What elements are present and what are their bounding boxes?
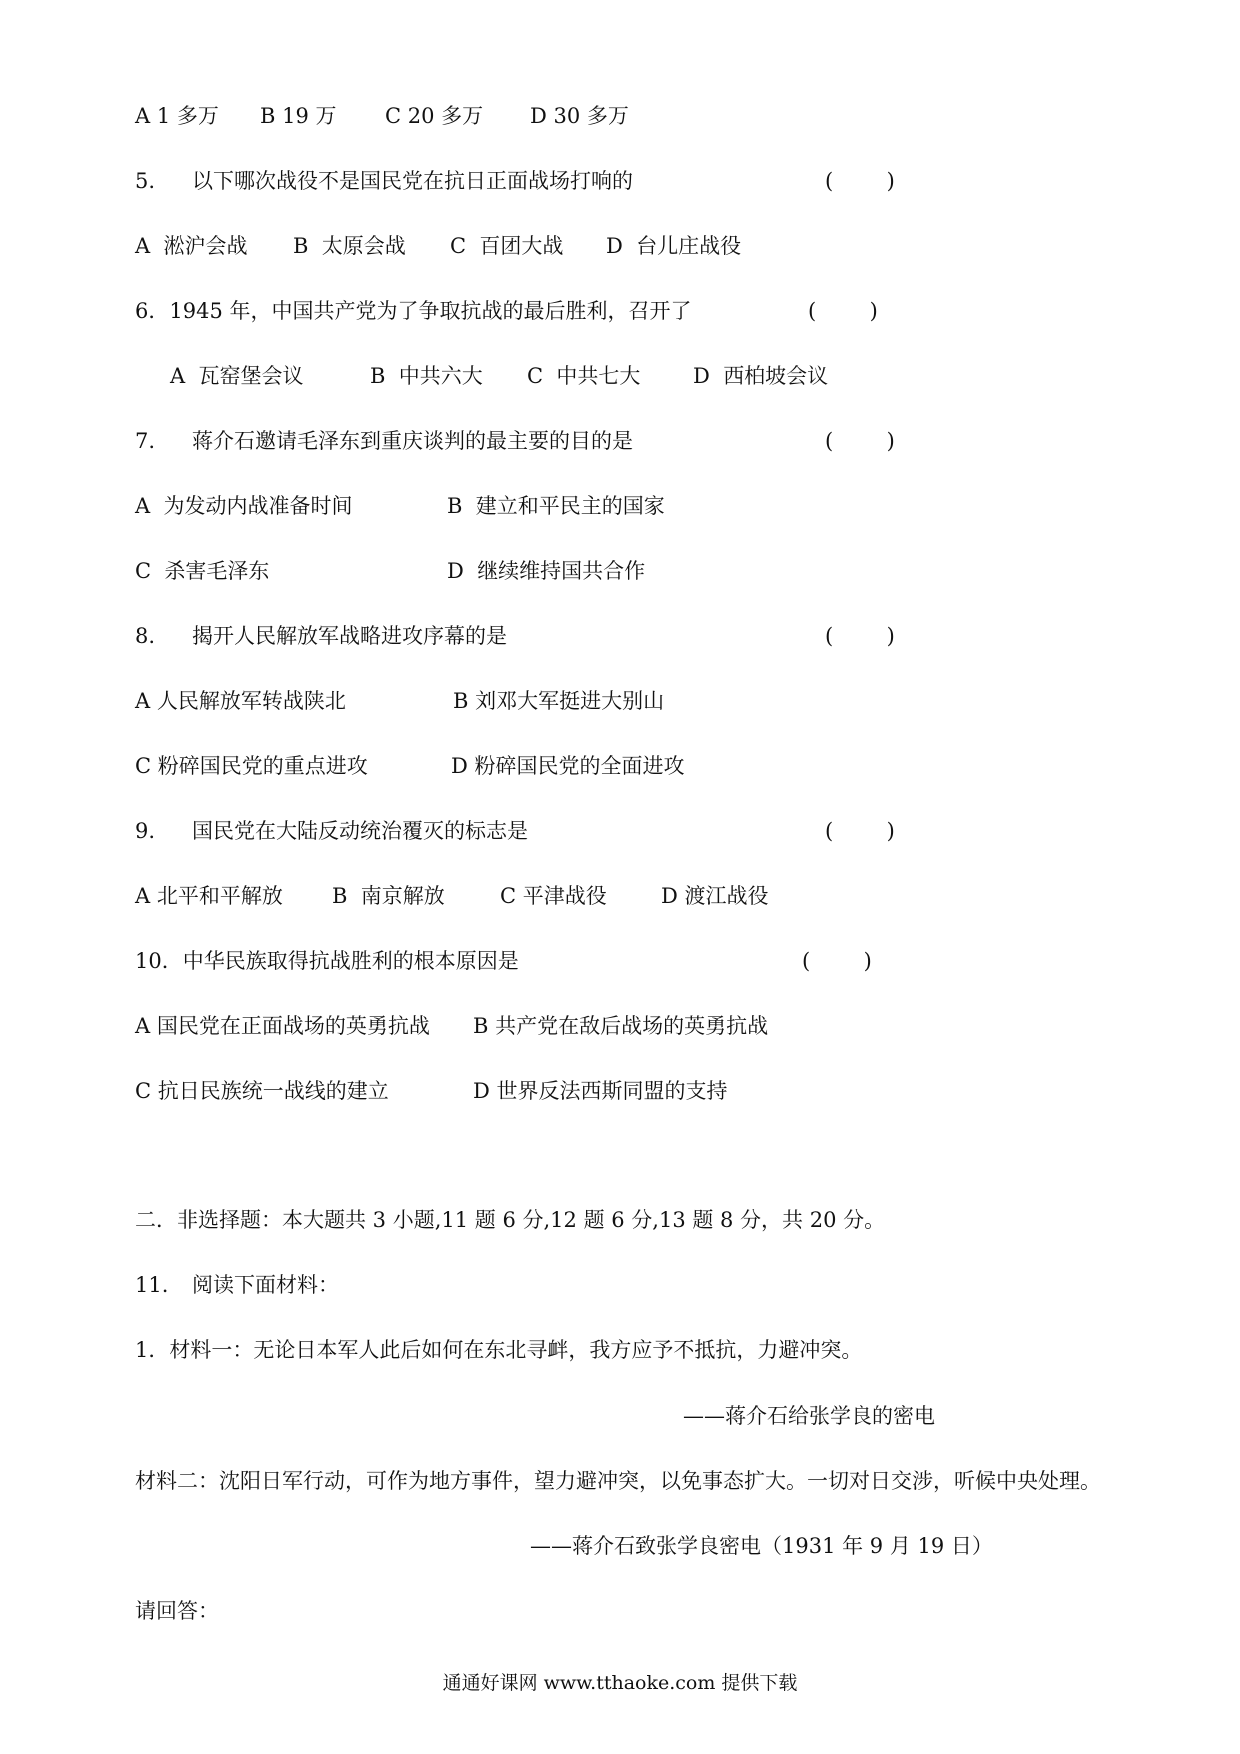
q11-instruction: 阅读下面材料： (192, 1273, 339, 1297)
q9-option-d: D 渡江战役 (661, 884, 769, 908)
q9-number: 9. (135, 819, 156, 843)
q5-number: 5. (135, 169, 156, 193)
q9-option-a: A 北平和平解放 (135, 884, 283, 908)
q8-answer-blank: ( ) (825, 624, 895, 648)
q6-stem: 6．1945 年，中国共产党为了争取抗战的最后胜利，召开了 (135, 299, 692, 323)
q10-answer-blank: ( ) (802, 949, 872, 973)
q4-option-b: B 19 万 (260, 104, 337, 128)
q8-stem: 揭开人民解放军战略进攻序幕的是 (192, 624, 507, 648)
q5-answer-blank: ( ) (825, 169, 895, 193)
q8-number: 8. (135, 624, 156, 648)
q5-stem: 以下哪次战役不是国民党在抗日正面战场打响的 (192, 169, 633, 193)
q9-answer-blank: ( ) (825, 819, 895, 843)
q5-option-d: D 台儿庄战役 (606, 234, 742, 258)
q4-option-a: A 1 多万 (135, 104, 219, 128)
q6-option-d: D 西柏坡会议 (693, 364, 829, 388)
q7-stem: 蒋介石邀请毛泽东到重庆谈判的最主要的目的是 (192, 429, 633, 453)
q9-stem: 国民党在大陆反动统治覆灭的标志是 (192, 819, 528, 843)
q7-answer-blank: ( ) (825, 429, 895, 453)
q5-option-c: C 百团大战 (450, 234, 564, 258)
material-2-source: ——蒋介石致张学良密电（1931 年 9 月 19 日） (530, 1534, 993, 1558)
q4-option-c: C 20 多万 (385, 104, 484, 128)
q8-option-b: B 刘邓大军挺进大别山 (453, 689, 665, 713)
material-1-source: ——蒋介石给张学良的密电 (683, 1404, 935, 1428)
material-1: 1．材料一：无论日本军人此后如何在东北寻衅，我方应予不抵抗，力避冲突。 (135, 1338, 863, 1362)
material-2: 材料二：沈阳日军行动，可作为地方事件，望力避冲突，以免事态扩大。一切对日交涉，听候中央处理。 (135, 1469, 1101, 1493)
q8-option-a: A 人民解放军转战陕北 (135, 689, 346, 713)
page-footer: 通通好课网 www.tthaoke.com 提供下载 (442, 1672, 798, 1694)
q10-option-a: A 国民党在正面战场的英勇抗战 (135, 1014, 430, 1038)
q11-number: 11. (135, 1273, 169, 1297)
answer-prompt: 请回答： (135, 1599, 219, 1623)
q10-option-d: D 世界反法西斯同盟的支持 (473, 1079, 728, 1103)
q7-number: 7. (135, 429, 156, 453)
q6-answer-blank: ( ) (808, 299, 878, 323)
q6-option-c: C 中共七大 (527, 364, 641, 388)
q5-option-b: B 太原会战 (293, 234, 406, 258)
q9-option-c: C 平津战役 (500, 884, 607, 908)
q7-option-d: D 继续维持国共合作 (447, 559, 646, 583)
q8-option-d: D 粉碎国民党的全面进攻 (451, 754, 685, 778)
q10-option-c: C 抗日民族统一战线的建立 (135, 1079, 389, 1103)
q9-option-b: B 南京解放 (332, 884, 445, 908)
q8-option-c: C 粉碎国民党的重点进攻 (135, 754, 368, 778)
q7-option-c: C 杀害毛泽东 (135, 559, 270, 583)
q4-option-d: D 30 多万 (530, 104, 629, 128)
q6-option-b: B 中共六大 (370, 364, 483, 388)
q10-option-b: B 共产党在敌后战场的英勇抗战 (473, 1014, 769, 1038)
q5-option-a: A 淞沪会战 (135, 234, 248, 258)
q7-option-a: A 为发动内战准备时间 (135, 494, 353, 518)
q10-stem: 10．中华民族取得抗战胜利的根本原因是 (135, 949, 519, 973)
section2-heading: 二．非选择题：本大题共 3 小题,11 题 6 分,12 题 6 分,13 题 8 分，共 20 分。 (135, 1208, 886, 1232)
q6-option-a: A 瓦窑堡会议 (170, 364, 304, 388)
q7-option-b: B 建立和平民主的国家 (447, 494, 665, 518)
